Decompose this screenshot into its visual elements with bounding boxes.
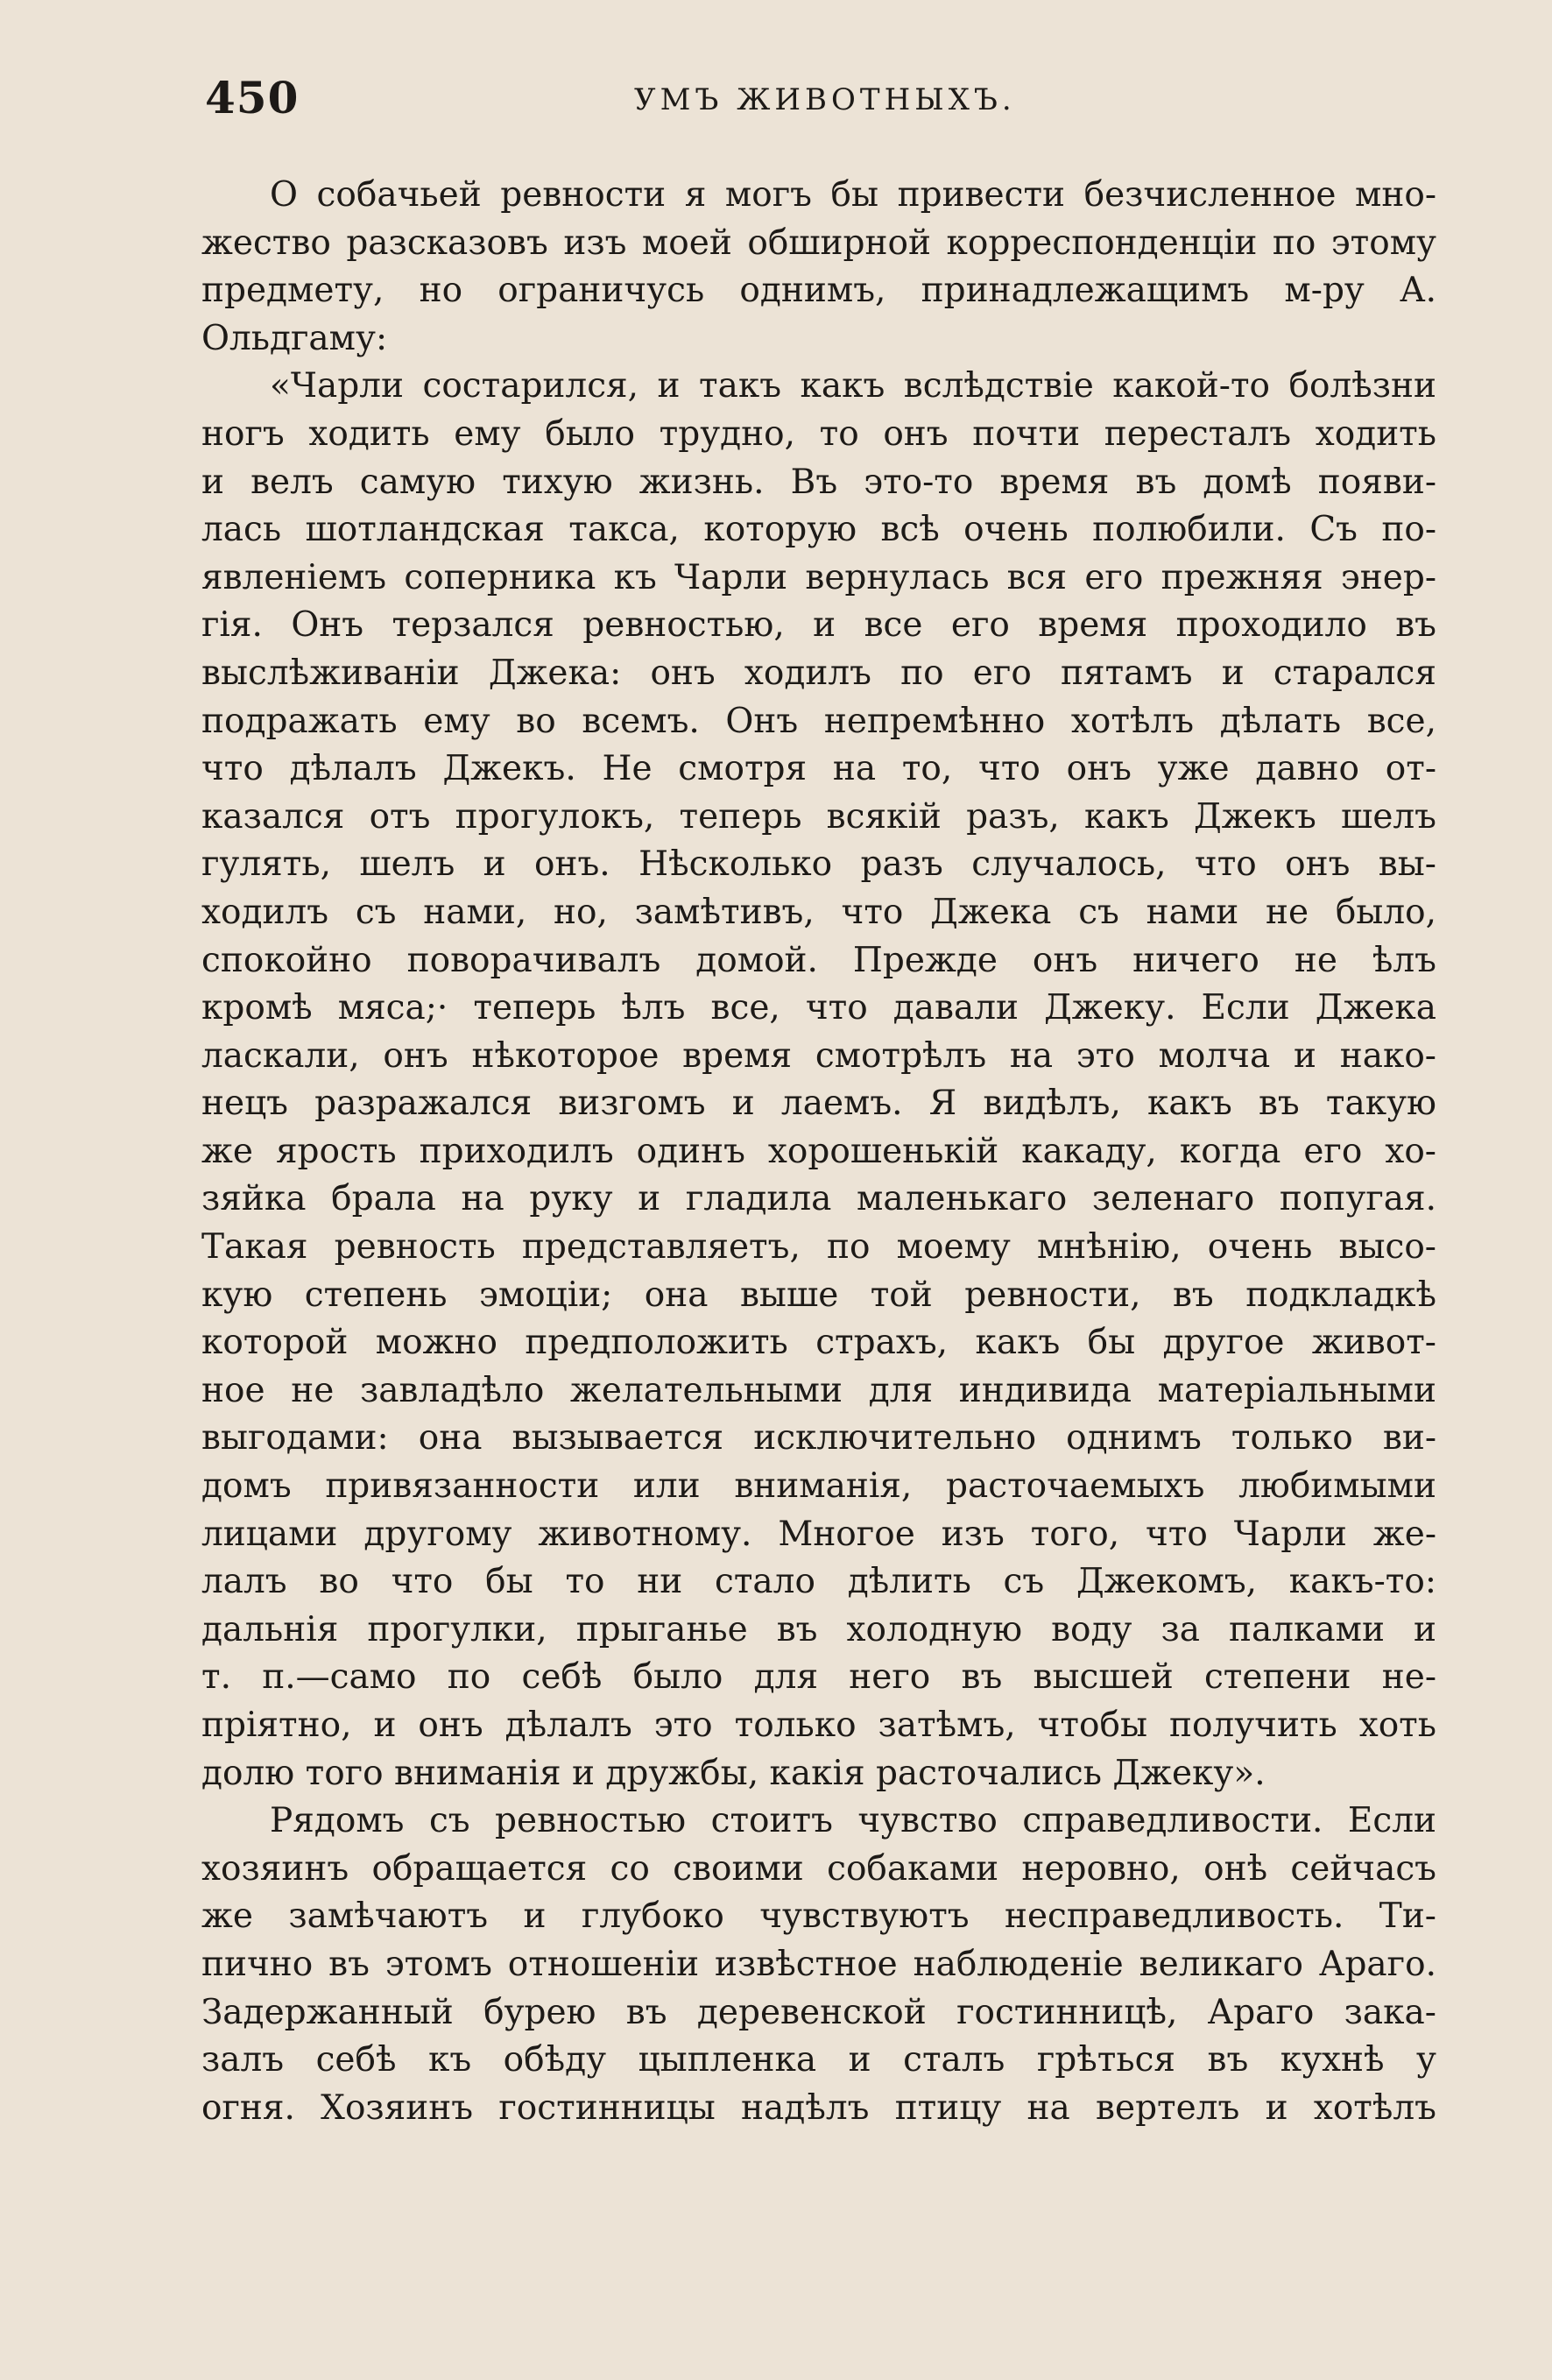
text-line: Ольдгаму:	[201, 318, 388, 358]
text-line: залъ себѣ къ обѣду цыпленка и сталъ грѣться въ кухнѣ у	[201, 2040, 1436, 2080]
text-line: т. п.—само по себѣ было для него въ высшей степени не-	[201, 1657, 1436, 1698]
text-line: гія. Онъ терзался ревностью, и все его время проходило въ	[201, 605, 1436, 646]
body-text	[201, 172, 1436, 2132]
text-line: ходилъ съ нами, но, замѣтивъ, что Джека съ нами не было,	[201, 892, 1436, 932]
text-line: ное не завладѣло желательными для индивида матеріальными	[201, 1370, 1436, 1410]
text-line: Задержанный бурею въ деревенской гостинницѣ, Араго зака-	[201, 1992, 1436, 2032]
text-line: дальнія прогулки, прыганье въ холодную воду за палками и	[201, 1609, 1436, 1649]
text-line: спокойно поворачивалъ домой. Прежде онъ ничего не ѣлъ	[201, 940, 1436, 980]
text-line: лась шотландская такса, которую всѣ очень полюбили. Съ по-	[201, 510, 1436, 550]
text-line: Рядомъ съ ревностью стоитъ чувство справедливости. Если	[270, 1801, 1436, 1841]
text-line: домъ привязанности или вниманія, расточаемыхъ любимыми	[201, 1466, 1436, 1507]
text-line: огня. Хозяинъ гостинницы надѣлъ птицу на вертелъ и хотѣлъ	[201, 2087, 1436, 2128]
text-line: Такая ревность представляетъ, по моему мнѣнію, очень высо-	[201, 1227, 1436, 1268]
text-line: что дѣлалъ Джекъ. Не смотря на то, что онъ уже давно от-	[201, 749, 1436, 789]
text-line: хозяинъ обращается со своими собаками неровно, онѣ сейчасъ	[201, 1848, 1436, 1889]
text-line: лалъ во что бы то ни стало дѣлить съ Джекомъ, какъ-то:	[201, 1562, 1436, 1602]
text-line: выгодами: она вызывается исключительно однимъ только ви-	[201, 1418, 1436, 1458]
text-line: долю того вниманія и дружбы, какія расточались Джеку».	[201, 1753, 1266, 1793]
text-line: кромѣ мяса;· теперь ѣлъ все, что давали Джеку. Если Джека	[201, 988, 1436, 1028]
text-line: пріятно, и онъ дѣлалъ это только затѣмъ, чтобы получить хоть	[201, 1706, 1436, 1745]
text-line: пично въ этомъ отношеніи извѣстное наблюденіе великаго Араго.	[201, 1944, 1436, 1984]
text-line: зяйка брала на руку и гладила маленькаго зеленаго попугая.	[201, 1179, 1436, 1219]
text-line: явленіемъ соперника къ Чарли вернулась вся его прежняя энер-	[201, 557, 1436, 597]
running-title: УМЪ ЖИВОТНЫХЪ.	[634, 82, 1016, 117]
text-line: нецъ разражался визгомъ и лаемъ. Я видѣлъ, какъ въ такую	[201, 1084, 1436, 1124]
text-line: кую степень эмоціи; она выше той ревности, въ подкладкѣ	[201, 1275, 1436, 1315]
text-line: подражать ему во всемъ. Онъ непремѣнно хотѣлъ дѣлать все,	[201, 701, 1436, 741]
text-line: предмету, но ограничусь однимъ, принадлежащимъ м-ру А.	[201, 271, 1436, 311]
page-header	[205, 72, 1431, 133]
text-line: ласкали, онъ нѣкоторое время смотрѣлъ на это молча и нако-	[201, 1035, 1436, 1076]
text-line: жество разсказовъ изъ моей обширной корреспонденціи по этому	[201, 222, 1436, 263]
text-line: выслѣживаніи Джека: онъ ходилъ по его пятамъ и старался	[201, 653, 1436, 693]
text-line: О собачьей ревности я могъ бы привести безчисленное мно-	[270, 175, 1436, 215]
text-line: лицами другому животному. Многое изъ того, что Чарли же-	[201, 1514, 1436, 1554]
text-line: ногъ ходить ему было трудно, то онъ почти пересталъ ходить	[201, 413, 1436, 454]
text-line: которой можно предположить страхъ, какъ бы другое живот-	[201, 1323, 1436, 1363]
text-line: казался отъ прогулокъ, теперь всякій разъ, какъ Джекъ шелъ	[201, 796, 1436, 837]
text-line: «Чарли состарился, и такъ какъ вслѣдствіе какой-то болѣзни	[270, 366, 1436, 406]
text-line: же замѣчаютъ и глубоко чувствуютъ несправедливость. Ти-	[201, 1896, 1436, 1937]
text-line: же ярость приходилъ одинъ хорошенькій какаду, когда его хо-	[201, 1131, 1436, 1171]
text-line: гулять, шелъ и онъ. Нѣсколько разъ случалось, что онъ вы-	[201, 844, 1436, 885]
page-number: 450	[205, 72, 300, 124]
text-line: и велъ самую тихую жизнь. Въ это-то время въ домѣ появи-	[201, 462, 1436, 502]
